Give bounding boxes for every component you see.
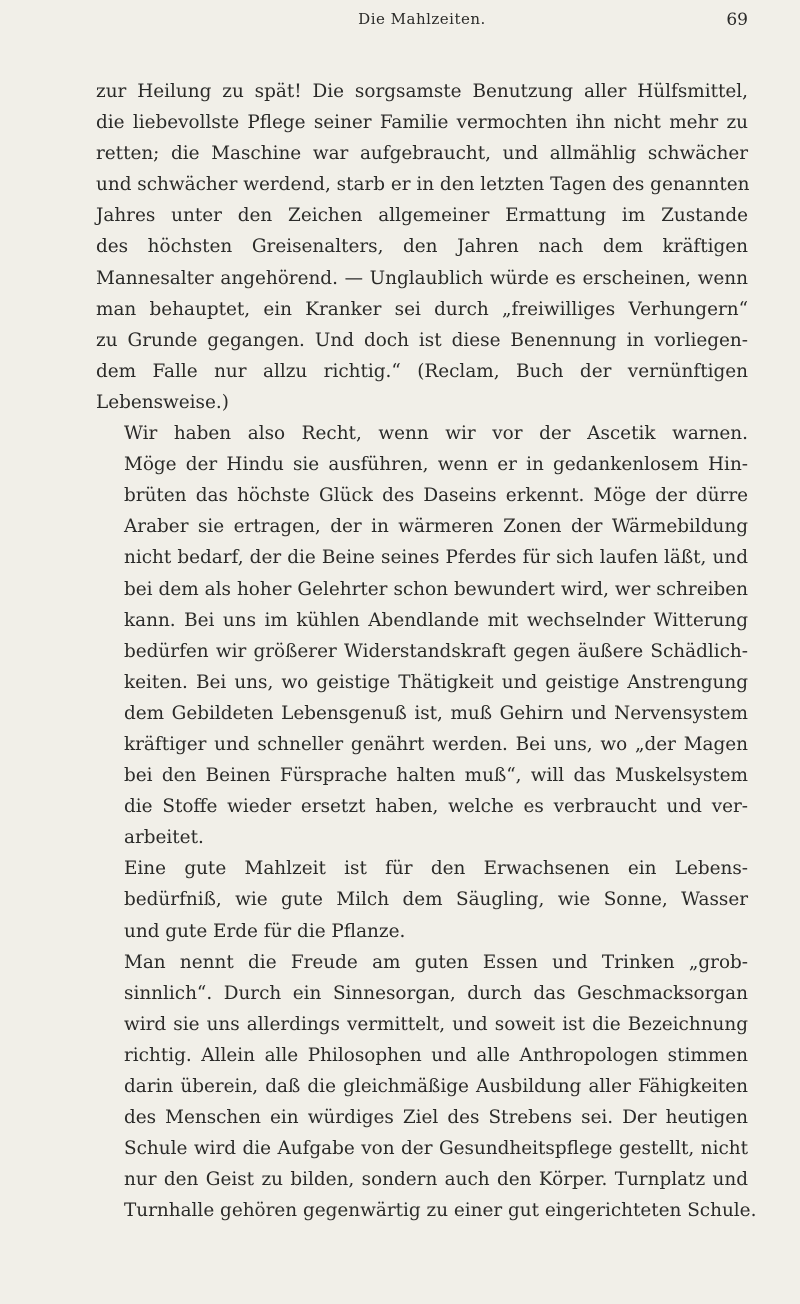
text-line: und schwächer werdend, starb er in den letzten Tagen des genannten (96, 174, 750, 196)
text-line: keiten. Bei uns, wo geistige Thätigkeit und geistige Anstrengung (124, 671, 748, 693)
text-line: nur den Geist zu bilden, sondern auch den Körper. Turnplatz und (124, 1169, 748, 1191)
text-line: des Menschen ein würdiges Ziel des Strebens sei. Der heutigen (124, 1107, 748, 1129)
text-line: dem Falle nur allzu richtig.“ (Reclam, Buch der vernünftigen (96, 360, 748, 382)
text-line: kann. Bei uns im kühlen Abendlande mit wechselnder Witterung (124, 609, 748, 631)
text-line: die liebevollste Pflege seiner Familie vermochten ihn nicht mehr zu (96, 112, 748, 134)
text-line: retten; die Maschine war aufgebraucht, und allmählig schwächer (96, 143, 748, 165)
text-line: Lebensweise.) (96, 391, 229, 413)
paragraph (96, 76, 748, 418)
text-line: wird sie uns allerdings vermittelt, und soweit ist die Bezeichnung (124, 1013, 748, 1035)
paragraph (96, 418, 748, 853)
text-line: Turnhalle gehören gegenwärtig zu einer gut eingerichteten Schule. (124, 1200, 757, 1222)
text-line: zu Grunde gegangen. Und doch ist diese Benennung in vorliegen- (96, 329, 748, 351)
text-line: Mannesalter angehörend. — Unglaublich würde es erscheinen, wenn (96, 267, 748, 289)
text-line: Wir haben also Recht, wenn wir vor der Ascetik warnen. (124, 423, 748, 445)
text-line: und gute Erde für die Pflanze. (124, 920, 406, 942)
text-line: bei den Beinen Fürsprache halten muß“, will das Muskelsystem (124, 765, 748, 787)
text-line: dem Gebildeten Lebensgenuß ist, muß Gehirn und Nervensystem (124, 702, 748, 724)
text-line: des höchsten Greisenalters, den Jahren nach dem kräftigen (96, 236, 748, 258)
text-line: Araber sie ertragen, der in wärmeren Zonen der Wärmebildung (124, 516, 748, 538)
text-line: man behauptet, ein Kranker sei durch „freiwilliges Verhungern“ (96, 298, 748, 320)
page-number: 69 (726, 10, 748, 30)
paragraph (96, 853, 748, 946)
text-line: arbeitet. (124, 827, 204, 849)
text-line: Eine gute Mahlzeit ist für den Erwachsenen ein Lebens- (124, 858, 748, 880)
text-line: brüten das höchste Glück des Daseins erkennt. Möge der dürre (124, 485, 748, 507)
text-line: zur Heilung zu spät! Die sorgsamste Benutzung aller Hülfsmittel, (96, 81, 748, 102)
body-text (96, 76, 757, 1226)
text-line: Jahres unter den Zeichen allgemeiner Ermattung im Zustande (96, 205, 748, 227)
page-header (96, 10, 748, 40)
text-line: bei dem als hoher Gelehrter schon bewundert wird, wer schreiben (124, 578, 748, 600)
text-line: kräftiger und schneller genährt werden. Bei uns, wo „der Magen (124, 733, 748, 755)
text-line: bedürfen wir größerer Widerstandskraft gegen äußere Schädlich- (124, 640, 748, 662)
text-line: die Stoffe wieder ersetzt haben, welche es verbraucht und ver- (124, 796, 748, 818)
text-line: darin überein, daß die gleichmäßige Ausbildung aller Fähigkeiten (124, 1076, 748, 1097)
running-title: Die Mahlzeiten. (358, 10, 486, 28)
text-line: richtig. Allein alle Philosophen und alle Anthropologen stimmen (124, 1044, 748, 1066)
text-line: sinnlich“. Durch ein Sinnesorgan, durch das Geschmacksorgan (124, 982, 748, 1004)
text-line: Möge der Hindu sie ausführen, wenn er in gedankenlosem Hin- (124, 454, 748, 476)
text-line: Man nennt die Freude am guten Essen und Trinken „grob- (124, 951, 748, 973)
paragraph (96, 947, 757, 1227)
text-line: Schule wird die Aufgabe von der Gesundheitspflege gestellt, nicht (124, 1138, 748, 1160)
text-line: bedürfniß, wie gute Milch dem Säugling, wie Sonne, Wasser (124, 889, 748, 911)
text-line: nicht bedarf, der die Beine seines Pferdes für sich laufen läßt, und (124, 547, 748, 569)
